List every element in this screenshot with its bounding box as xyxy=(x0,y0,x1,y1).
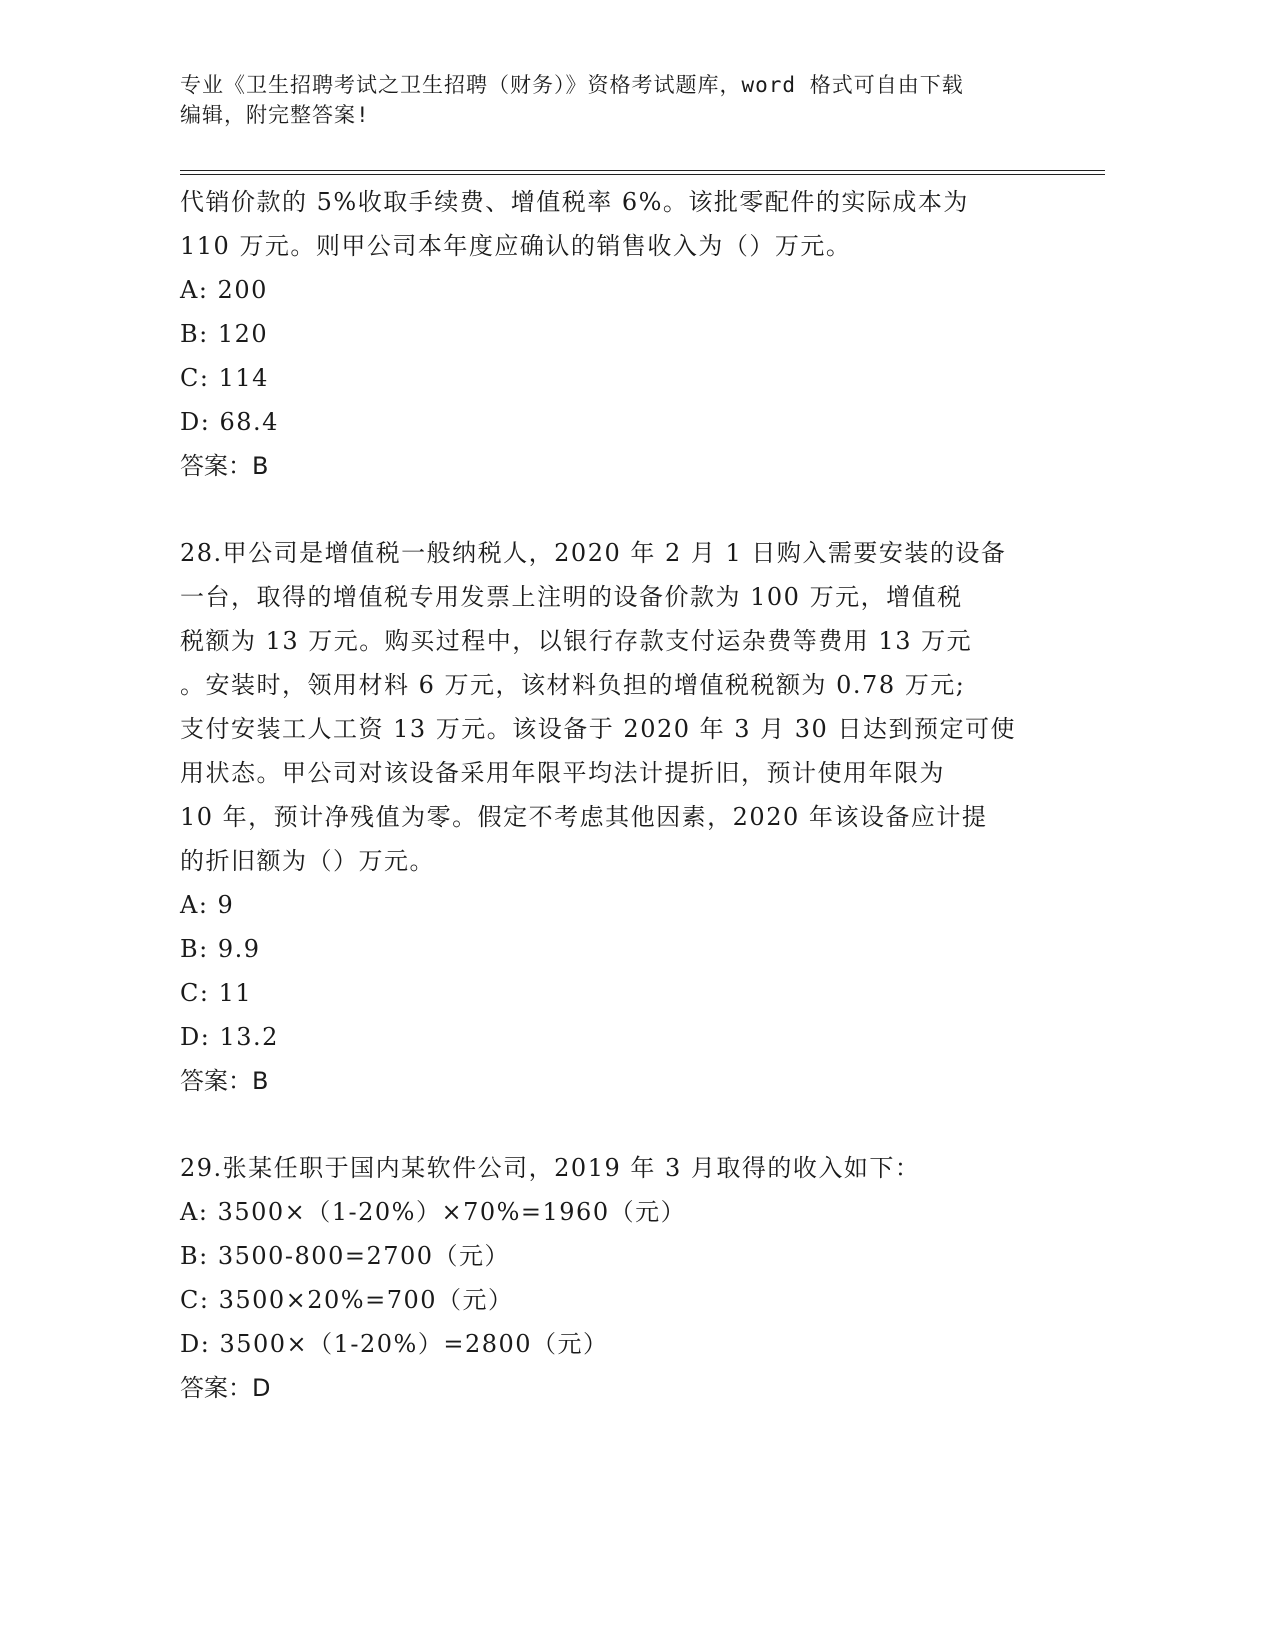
question-28 xyxy=(180,533,1080,1105)
option-b: B: 3500-800=2700（元） xyxy=(180,1242,511,1270)
question-text-line: 110 万元。则甲公司本年度应确认的销售收入为（）万元。 xyxy=(180,232,852,260)
option-b: B: 120 xyxy=(180,320,269,348)
option-d: D: 3500×（1-20%）=2800（元） xyxy=(180,1330,609,1358)
answer-label: 答案：B xyxy=(180,452,269,480)
question-spacer xyxy=(180,1105,1080,1148)
question-text-line: 28.甲公司是增值税一般纳税人，2020 年 2 月 1 日购入需要安装的设备 xyxy=(180,539,1007,567)
header-divider-bottom xyxy=(180,174,1105,175)
question-text-line: 税额为 13 万元。购买过程中，以银行存款支付运杂费等费用 13 万元 xyxy=(180,627,973,655)
option-d: D: 13.2 xyxy=(180,1023,279,1051)
question-text-line: 支付安装工人工资 13 万元。该设备于 2020 年 3 月 30 日达到预定可使 xyxy=(180,715,1016,743)
question-text-line: 。安装时，领用材料 6 万元，该材料负担的增值税税额为 0.78 万元; xyxy=(180,671,966,699)
question-text-line: 10 年，预计净残值为零。假定不考虑其他因素，2020 年该设备应计提 xyxy=(180,803,988,831)
answer-label: 答案：D xyxy=(180,1374,271,1402)
option-a: A: 9 xyxy=(180,891,235,919)
question-29 xyxy=(180,1148,1080,1412)
question-text-line: 代销价款的 5%收取手续费、增值税率 6%。该批零配件的实际成本为 xyxy=(180,188,969,216)
question-text-line: 用状态。甲公司对该设备采用年限平均法计提折旧，预计使用年限为 xyxy=(180,759,945,787)
document-header xyxy=(180,70,1080,130)
option-a: A: 200 xyxy=(180,276,268,304)
option-c: C: 11 xyxy=(180,979,253,1007)
question-text-line: 29.张某任职于国内某软件公司，2019 年 3 月取得的收入如下： xyxy=(180,1154,921,1182)
option-c: C: 114 xyxy=(180,364,269,392)
header-title-line-1: 专业《卫生招聘考试之卫生招聘（财务）》资格考试题库，word 格式可自由下载 xyxy=(180,73,964,97)
question-spacer xyxy=(180,490,1080,533)
option-a: A: 3500×（1-20%）×70%=1960（元） xyxy=(180,1198,687,1226)
answer-label: 答案：B xyxy=(180,1067,269,1095)
option-b: B: 9.9 xyxy=(180,935,261,963)
option-c: C: 3500×20%=700（元） xyxy=(180,1286,514,1314)
question-text-line: 的折旧额为（）万元。 xyxy=(180,847,435,875)
question-text-line: 一台，取得的增值税专用发票上注明的设备价款为 100 万元，增值税 xyxy=(180,583,963,611)
option-d: D: 68.4 xyxy=(180,408,279,436)
document-body xyxy=(180,182,1080,1412)
question-27 xyxy=(180,182,1080,490)
header-divider-top xyxy=(180,170,1105,171)
header-title-line-2: 编辑，附完整答案! xyxy=(180,103,370,127)
